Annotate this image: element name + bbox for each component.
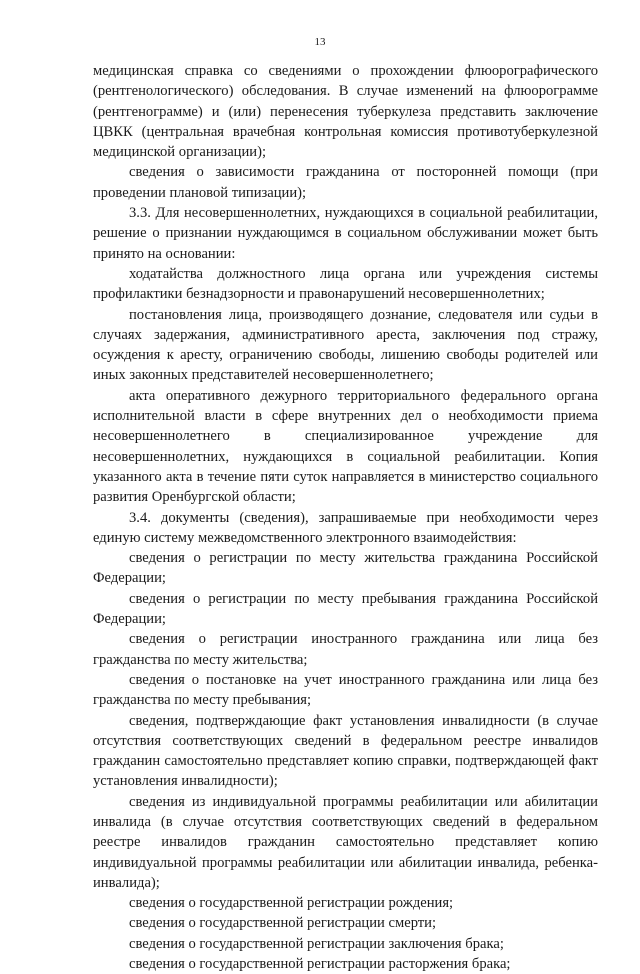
paragraph: постановления лица, производящего дознание, следователя или судьи в случаях задержания, административного ареста, заключения под стражу, осуждения к аресту, ограничению свободы, лишению свободы родителей или иных законных представителей несовершеннолетнего; <box>93 306 598 384</box>
paragraph: сведения, подтверждающие факт установления инвалидности (в случае отсутствия соответствующих сведений в федеральном реестре инвалидов гражданин самостоятельно представляет копию справки, подтверждающей факт установления инвалидности); <box>93 712 598 790</box>
paragraph: сведения о государственной регистрации расторжения брака; <box>129 956 511 973</box>
document-body <box>93 61 598 974</box>
paragraph: сведения о государственной регистрации смерти; <box>129 915 437 932</box>
paragraph: сведения о государственной регистрации заключения брака; <box>129 935 504 952</box>
paragraph: сведения из индивидуальной программы реабилитации или абилитации инвалида (в случае отсутствия соответствующих сведений в федеральном реестре инвалидов гражданин самостоятельно представляет копию индивидуальной программы реабилитации или абилитации инвалида, ребенка-инвалида); <box>93 793 598 891</box>
paragraph: сведения о регистрации по месту жительства гражданина Российской Федерации; <box>93 550 598 587</box>
paragraph: сведения о государственной регистрации рождения; <box>129 895 454 912</box>
page-number: 13 <box>314 36 326 48</box>
paragraph: акта оперативного дежурного территориального федерального органа исполнительной власти в сфере внутренних дел о необходимости приема несовершеннолетнего в специализированное учреждение для несовершеннолетних, нуждающихся в социальной реабилитации. Копия указанного акта в течение пяти суток направляется в министерство социального развития Оренбургской области; <box>93 387 598 506</box>
paragraph: медицинская справка со сведениями о прохождении флюорографического (рентгенологического) обследования. В случае изменений на флюорограмме (рентгенограмме) и (или) перенесения туберкулеза представить заключение ЦВКК (центральная врачебная контрольная комиссия противотуберкулезной медицинской организации); <box>93 63 598 161</box>
paragraph: сведения о зависимости гражданина от посторонней помощи (при проведении плановой типизации); <box>93 164 598 201</box>
paragraph: 3.4. документы (сведения), запрашиваемые при необходимости через единую систему межведомственного электронного взаимодействия: <box>93 509 598 546</box>
paragraph: сведения о постановке на учет иностранного гражданина или лица без гражданства по месту пребывания; <box>93 671 598 709</box>
paragraph: ходатайства должностного лица органа или учреждения системы профилактики безнадзорности и правонарушений несовершеннолетних; <box>93 265 598 303</box>
paragraph: 3.3. Для несовершеннолетних, нуждающихся в социальной реабилитации, решение о признании нуждающимся в социальном обслуживании может быть принято на основании: <box>93 205 598 262</box>
paragraph: сведения о регистрации по месту пребывания гражданина Российской Федерации; <box>93 590 598 628</box>
paragraph: сведения о регистрации иностранного гражданина или лица без гражданства по месту жительства; <box>93 631 598 668</box>
